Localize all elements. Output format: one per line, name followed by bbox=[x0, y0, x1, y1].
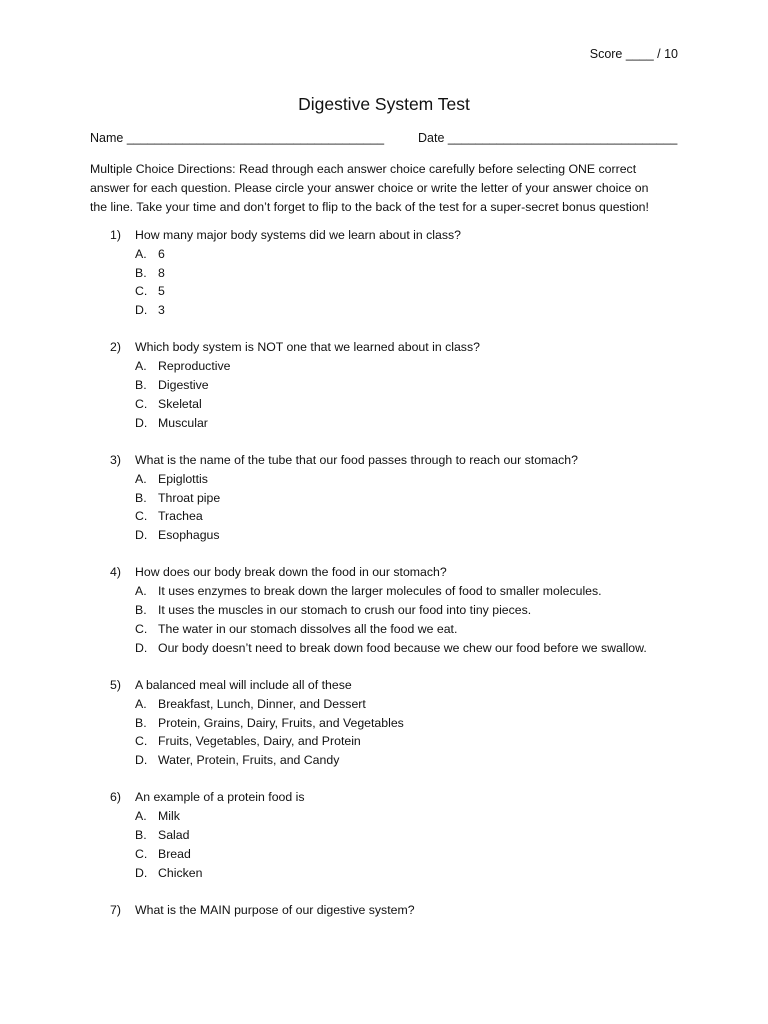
question-prompt bbox=[0, 451, 768, 470]
choice-text: It uses enzymes to break down the larger molecules of food to smaller molecules. bbox=[158, 584, 602, 599]
answer-choice bbox=[0, 357, 768, 376]
choice-letter: B. bbox=[135, 715, 147, 730]
question-text: An example of a protein food is bbox=[135, 790, 305, 805]
question-text: What is the name of the tube that our food passes through to reach our stomach? bbox=[135, 452, 578, 467]
answer-choice bbox=[0, 282, 768, 301]
page-title: Digestive System Test bbox=[298, 94, 470, 114]
choice-text: Protein, Grains, Dairy, Fruits, and Vegetables bbox=[158, 715, 404, 730]
score-line: Score ____ / 10 bbox=[589, 47, 678, 61]
answer-choice bbox=[0, 695, 768, 714]
choice-text: Fruits, Vegetables, Dairy, and Protein bbox=[158, 734, 361, 749]
question-1 bbox=[0, 226, 768, 320]
choice-letter: B. bbox=[135, 378, 147, 393]
answer-choice bbox=[0, 526, 768, 545]
choice-letter: C. bbox=[135, 734, 148, 749]
choice-letter: A. bbox=[135, 359, 147, 374]
choice-letter: B. bbox=[135, 490, 147, 505]
answer-choice bbox=[0, 864, 768, 883]
choice-text: Skeletal bbox=[158, 396, 202, 411]
question-prompt bbox=[0, 788, 768, 807]
choice-letter: D. bbox=[135, 865, 148, 880]
choice-letter: C. bbox=[135, 396, 148, 411]
choice-letter: D. bbox=[135, 753, 148, 768]
choice-text: Water, Protein, Fruits, and Candy bbox=[158, 753, 340, 768]
choice-letter: A. bbox=[135, 809, 147, 824]
question-number: 3) bbox=[110, 452, 121, 467]
answer-choice bbox=[0, 732, 768, 751]
answer-choice bbox=[0, 751, 768, 770]
choice-text: Salad bbox=[158, 828, 190, 843]
choice-letter: D. bbox=[135, 303, 148, 318]
choice-text: 3 bbox=[158, 303, 165, 318]
answer-choice bbox=[0, 639, 768, 658]
question-prompt bbox=[0, 226, 768, 245]
choice-letter: C. bbox=[135, 846, 148, 861]
question-text: Which body system is NOT one that we learned about in class? bbox=[135, 340, 480, 355]
question-2 bbox=[0, 338, 768, 432]
answer-choice bbox=[0, 845, 768, 864]
answer-choice bbox=[0, 826, 768, 845]
choice-letter: A. bbox=[135, 471, 147, 486]
choice-letter: D. bbox=[135, 415, 148, 430]
directions-line: Multiple Choice Directions: Read through each answer choice carefully before selecting ONE correct bbox=[90, 162, 637, 176]
question-6 bbox=[0, 788, 768, 882]
choice-text: Muscular bbox=[158, 415, 208, 430]
choice-letter: D. bbox=[135, 640, 148, 655]
question-3 bbox=[0, 451, 768, 545]
answer-choice bbox=[0, 245, 768, 264]
question-4 bbox=[0, 563, 768, 657]
choice-letter: C. bbox=[135, 284, 148, 299]
choice-letter: B. bbox=[135, 265, 147, 280]
name-field: Name _____________________________________ bbox=[90, 131, 385, 145]
answer-choice bbox=[0, 807, 768, 826]
question-prompt bbox=[0, 676, 768, 695]
choice-text: Epiglottis bbox=[158, 471, 208, 486]
choice-letter: B. bbox=[135, 603, 147, 618]
question-number: 6) bbox=[110, 790, 121, 805]
answer-choice bbox=[0, 264, 768, 283]
choice-text: It uses the muscles in our stomach to crush our food into tiny pieces. bbox=[158, 603, 532, 618]
choice-text: Milk bbox=[158, 809, 180, 824]
choice-letter: A. bbox=[135, 246, 147, 261]
choice-text: Breakfast, Lunch, Dinner, and Dessert bbox=[158, 696, 366, 711]
choice-letter: C. bbox=[135, 621, 148, 636]
directions bbox=[90, 160, 690, 217]
choice-text: Esophagus bbox=[158, 528, 220, 543]
answer-choice bbox=[0, 395, 768, 414]
answer-choice bbox=[0, 507, 768, 526]
question-text: How many major body systems did we learn about in class? bbox=[135, 228, 462, 242]
choice-letter: A. bbox=[135, 584, 147, 599]
question-prompt bbox=[0, 901, 768, 920]
choice-text: Reproductive bbox=[158, 359, 231, 374]
choice-text: Digestive bbox=[158, 378, 209, 393]
choice-text: 5 bbox=[158, 284, 165, 299]
choice-text: 6 bbox=[158, 246, 165, 261]
choice-letter: B. bbox=[135, 828, 147, 843]
question-text: What is the MAIN purpose of our digestive system? bbox=[135, 902, 415, 917]
directions-line: answer for each question. Please circle your answer choice or write the letter of your answer choice on bbox=[90, 181, 649, 195]
question-number: 1) bbox=[110, 228, 121, 242]
choice-text: Bread bbox=[158, 846, 191, 861]
question-number: 7) bbox=[110, 902, 121, 917]
question-7 bbox=[0, 901, 768, 920]
directions-line: the line. Take your time and don’t forget to flip to the back of the test for a super-secret bonus question! bbox=[90, 200, 649, 214]
question-number: 5) bbox=[110, 677, 121, 692]
question-number: 4) bbox=[110, 565, 121, 580]
question-text: A balanced meal will include all of these bbox=[135, 677, 352, 692]
date-field: Date _________________________________ bbox=[418, 131, 678, 145]
choice-text: Our body doesn’t need to break down food because we chew our food before we swallow. bbox=[158, 640, 647, 655]
question-5 bbox=[0, 676, 768, 770]
answer-choice bbox=[0, 601, 768, 620]
choice-letter: C. bbox=[135, 509, 148, 524]
choice-letter: A. bbox=[135, 696, 147, 711]
choice-letter: D. bbox=[135, 528, 148, 543]
choice-text: Chicken bbox=[158, 865, 203, 880]
answer-choice bbox=[0, 582, 768, 601]
answer-choice bbox=[0, 301, 768, 320]
answer-choice bbox=[0, 414, 768, 433]
choice-text: Trachea bbox=[158, 509, 203, 524]
question-number: 2) bbox=[110, 340, 121, 355]
answer-choice bbox=[0, 489, 768, 508]
question-prompt bbox=[0, 563, 768, 582]
choice-text: Throat pipe bbox=[158, 490, 221, 505]
question-list bbox=[0, 226, 768, 938]
choice-text: 8 bbox=[158, 265, 165, 280]
answer-choice bbox=[0, 470, 768, 489]
question-text: How does our body break down the food in our stomach? bbox=[135, 565, 447, 580]
answer-choice bbox=[0, 714, 768, 733]
question-prompt bbox=[0, 338, 768, 357]
answer-choice bbox=[0, 376, 768, 395]
choice-text: The water in our stomach dissolves all the food we eat. bbox=[158, 621, 458, 636]
answer-choice bbox=[0, 620, 768, 639]
